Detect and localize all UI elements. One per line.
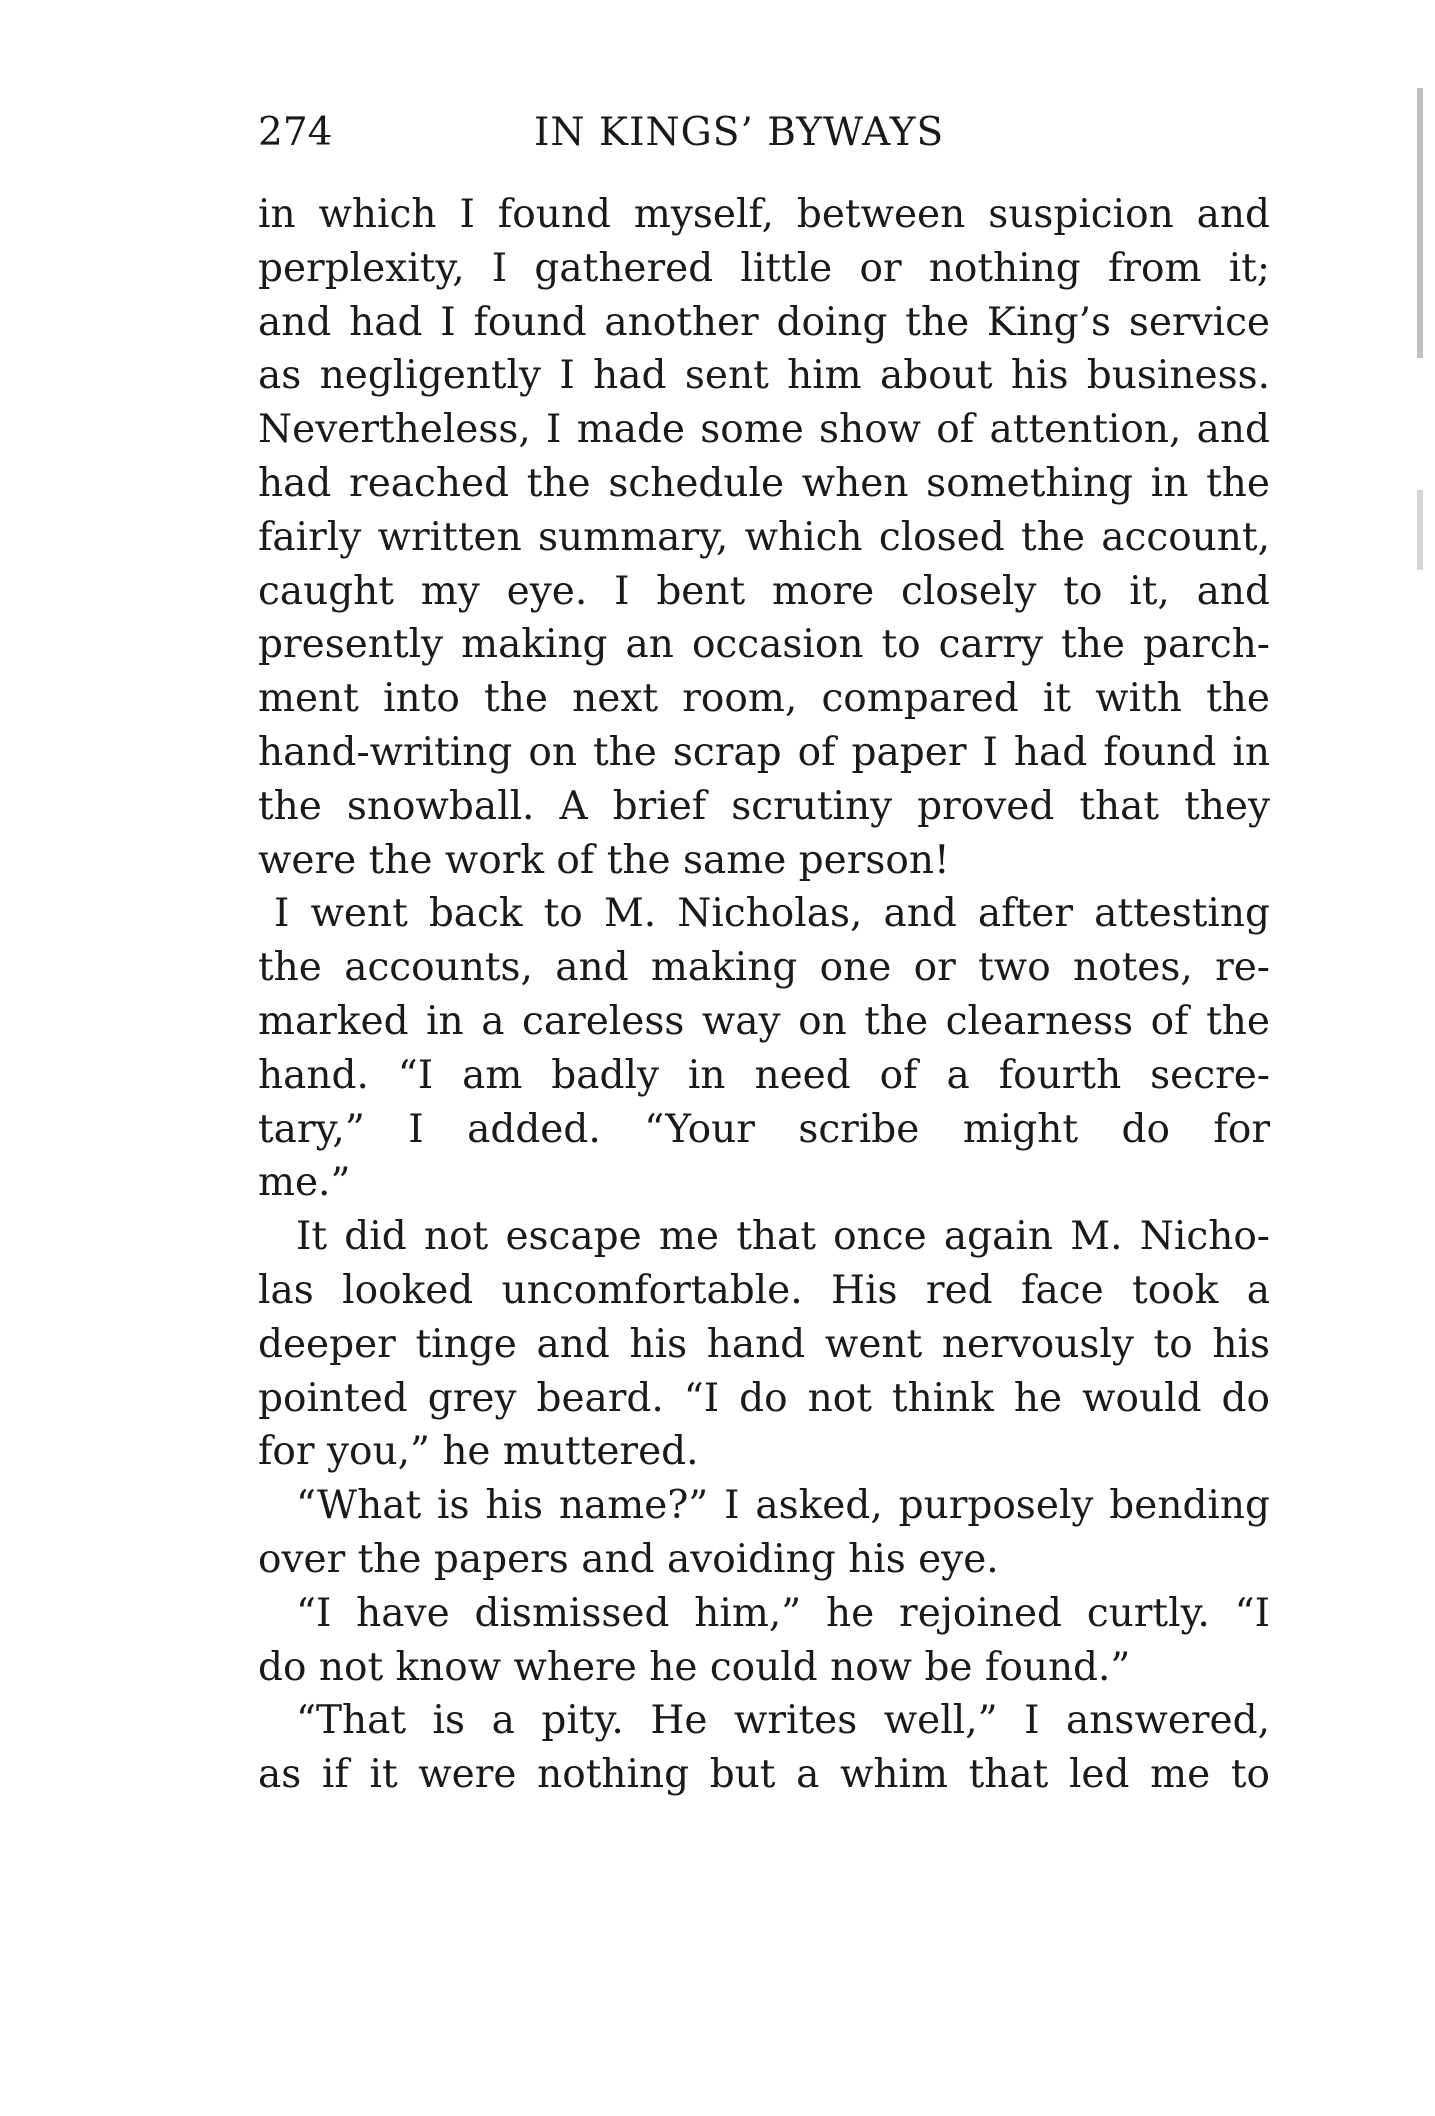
text-line: presently making an occasion to carry the parch- <box>258 622 1270 668</box>
text-line: in which I found myself, between suspicion and <box>258 192 1270 237</box>
text-line: as negligently I had sent him about his business. <box>258 353 1270 399</box>
text-line: the snowball. A brief scrutiny proved that they <box>258 783 1270 829</box>
text-line: caught my eye. I bent more closely to it, and <box>258 568 1270 614</box>
text-line: do not know where he could now be found.” <box>258 1644 1131 1690</box>
text-line: Nevertheless, I made some show of attention, and <box>258 407 1270 453</box>
text-line: over the papers and avoiding his eye. <box>258 1536 999 1582</box>
text-line: were the work of the same person! <box>258 837 950 883</box>
text-line: perplexity, I gathered little or nothing from it; <box>258 245 1270 291</box>
text-line: me.” <box>258 1160 351 1206</box>
text-line: ment into the next room, compared it with the <box>258 676 1270 722</box>
page-number: 274 <box>258 110 333 155</box>
text-line: “What is his name?” I asked, purposely bending <box>296 1483 1270 1529</box>
text-line: the accounts, and making one or two notes, re- <box>258 945 1270 991</box>
page-edge-shadow <box>1417 490 1423 570</box>
text-line: “I have dismissed him,” he rejoined curtly. “I <box>296 1590 1270 1636</box>
body-text <box>258 188 1270 1802</box>
text-line: las looked uncomfortable. His red face took a <box>258 1267 1270 1313</box>
text-line: “That is a pity. He writes well,” I answered, <box>296 1698 1270 1744</box>
text-line: marked in a careless way on the clearness of the <box>258 998 1270 1044</box>
page-edge-shadow <box>1417 88 1423 358</box>
text-line: for you,” he muttered. <box>258 1429 699 1475</box>
text-line: hand-writing on the scrap of paper I had found in <box>258 729 1270 775</box>
text-line: and had I found another doing the King’s service <box>258 299 1270 345</box>
text-line: It did not escape me that once again M. Nicho- <box>296 1214 1270 1260</box>
text-line: deeper tinge and his hand went nervously to his <box>258 1321 1270 1367</box>
text-line: I went back to M. Nicholas, and after attesting <box>274 891 1270 937</box>
running-title: IN KINGS’ BYWAYS <box>534 110 945 155</box>
text-line: pointed grey beard. “I do not think he would do <box>258 1375 1270 1421</box>
text-line: tary,” I added. “Your scribe might do for <box>258 1106 1270 1152</box>
text-line: fairly written summary, which closed the account, <box>258 514 1270 560</box>
text-line: hand. “I am badly in need of a fourth secre- <box>258 1052 1270 1098</box>
page-header <box>258 108 1268 158</box>
text-line: as if it were nothing but a whim that led me to <box>258 1752 1270 1798</box>
text-line: had reached the schedule when something in the <box>258 460 1270 506</box>
